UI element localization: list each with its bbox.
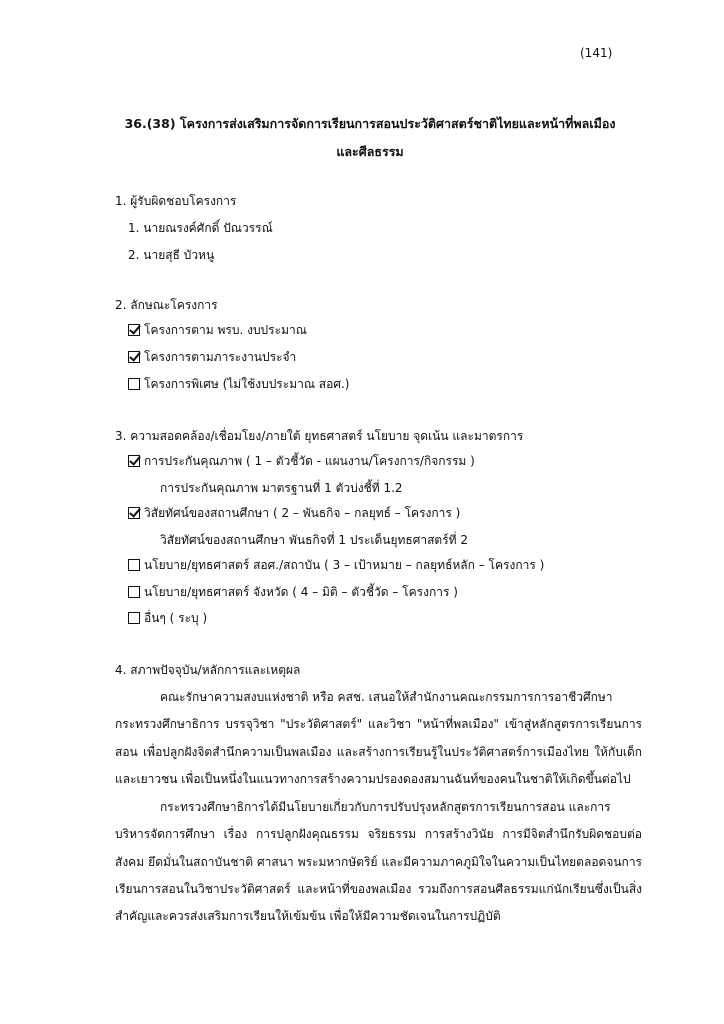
option-label: นโยบาย/ยุทธศาสตร์ จังหวัด ( 4 – มิติ – ตัวชี้วัด – โครงการ ) [144,585,458,599]
empty-box-icon [128,612,140,624]
option-label: อื่นๆ ( ระบุ ) [144,611,208,625]
responsible-person-1: 1. นายณรงค์ศักดิ์ ปัณวรรณ์ [128,221,273,235]
checked-box-icon [128,455,140,467]
project-type-option-3 [128,375,349,394]
alignment-option-b [128,504,460,523]
section-3-heading: 3. ความสอดคล้อง/เชื่อมโยง/ภายใต้ ยุทธศาสตร์ นโยบาย จุดเน้น และมาตรการ [115,429,524,443]
project-type-option-2 [128,348,296,367]
alignment-option-a [128,452,475,471]
responsible-person-2: 2. นายสุธี บัวหนู [128,248,215,262]
alignment-option-b-detail: วิสัยทัศน์ของสถานศึกษา พันธกิจที่ 1 ประเด็นยุทธศาสตร์ที่ 2 [160,533,469,547]
option-label: นโยบาย/ยุทธศาสตร์ สอศ./สถาบัน ( 3 – เป้าหมาย – กลยุทธ์หลัก – โครงการ ) [144,558,545,572]
alignment-option-e [128,609,207,628]
rationale-paragraph-1 [115,684,642,793]
option-label: โครงการตามภาระงานประจำ [144,350,297,364]
rationale-paragraph-2 [115,794,642,930]
section-1-heading: 1. ผู้รับผิดชอบโครงการ [115,194,237,208]
section-4-heading: 4. สภาพปัจจุบัน/หลักการและเหตุผล [115,663,301,677]
empty-box-icon [128,559,140,571]
checked-box-icon [128,351,140,363]
option-label: วิสัยทัศน์ของสถานศึกษา ( 2 – พันธกิจ – กลยุทธ์ – โครงการ ) [144,506,461,520]
option-label: การประกันคุณภาพ ( 1 – ตัวชี้วัด - แผนงาน/โครงการ/กิจกรรม ) [144,454,475,468]
empty-box-icon [128,378,140,390]
project-type-option-1 [128,321,307,340]
empty-box-icon [128,586,140,598]
alignment-option-d [128,583,458,602]
option-label: โครงการตาม พรบ. งบประมาณ [144,323,307,337]
option-label: โครงการพิเศษ (ไม่ใช้งบประมาณ สอศ.) [144,377,350,391]
checked-box-icon [128,507,140,519]
alignment-option-a-detail: การประกันคุณภาพ มาตรฐานที่ 1 ตัวบ่งชี้ที่ 1.2 [160,481,403,495]
paragraph-first-line: กระทรวงศึกษาธิการได้มีนโยบายเกี่ยวกับการปรับปรุงหลักสูตรการเรียนการสอน และการ [160,800,611,814]
paragraph-body: บริหารจัดการศึกษา เรื่อง การปลูกฝังคุณธรรม จริยธรรม การสร้างวินัย การมีจิตสำนึกรับผิดชอบต่อสังคม ยึดมั่นในสถาบันชาติ ศาสนา พระมหากษัตริย์ และมีความภาคภูมิใจในความเป็นไทยตลอดจนการเรียนการสอนในวิชาประวัติศาสตร์ และหน้าที่ของพลเมือง รวมถึงการสอนศีลธรรมแก่นักเรียนซึ่งเป็นสิ่งสำคัญและควรส่งเสริมการเรียนให้เข้มข้น เพื่อให้มีความชัดเจนในการปฏิบัติ [115,827,642,924]
title-line-1: 36.(38) โครงการส่งเสริมการจัดการเรียนการสอนประวัติศาสตร์ชาติไทยและหน้าที่พลเมือง [124,116,616,131]
alignment-option-c [128,556,544,575]
paragraph-body: กระทรวงศึกษาธิการ บรรจุวิชา "ประวัติศาสตร์" และวิชา "หน้าที่พลเมือง" เข้าสู่หลักสูตรการเรียนการสอน เพื่อปลูกฝังจิตสำนึกความเป็นพลเมือง และสร้างการเรียนรู้ในประวัติศาสตร์การเมืองไทย ให้กับเด็กและเยาวชน เพื่อเป็นหนึ่งในแนวทางการสร้างความปรองดองสมานฉันท์ของคนในชาติให้เกิดขึ้นต่อไป [115,717,642,786]
title-line-2: และศีลธรรม [336,144,404,159]
checked-box-icon [128,324,140,336]
paragraph-first-line: คณะรักษาความสงบแห่งชาติ หรือ คสช. เสนอให้สำนักงานคณะกรรมการการอาชีวศึกษา [160,690,613,704]
section-2-heading: 2. ลักษณะโครงการ [115,298,218,312]
page-number: (141) [580,46,613,60]
